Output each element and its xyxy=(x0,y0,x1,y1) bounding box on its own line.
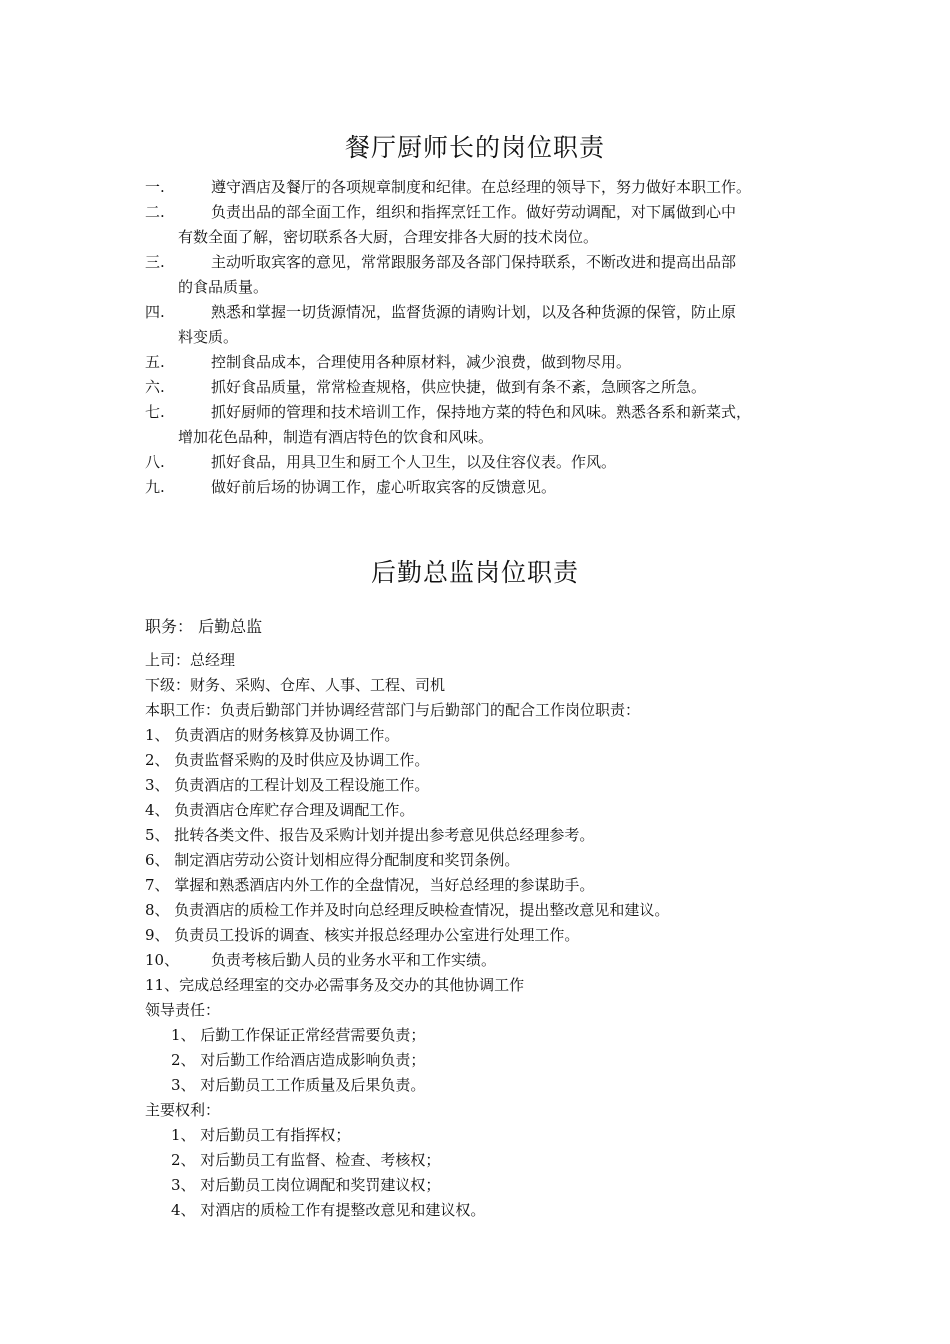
list-item: 2、 对后勤工作给酒店造成影响负责； xyxy=(171,1051,426,1069)
list-item: 4、 对酒店的质检工作有提整改意见和建议权。 xyxy=(171,1201,486,1219)
list-item: 6、 制定酒店劳动公资计划相应得分配制度和奖罚条例。 xyxy=(145,851,520,869)
list-item: 9、 负责员工投诉的调查、核实并报总经理办公室进行处理工作。 xyxy=(145,926,580,944)
list-item: 2、 负责监督采购的及时供应及协调工作。 xyxy=(145,751,430,769)
list-item: 1、 负责酒店的财务核算及协调工作。 xyxy=(145,726,400,744)
leadership-label: 领导责任： xyxy=(145,1001,221,1019)
list-item: 11、完成总经理室的交办必需事务及交办的其他协调工作 xyxy=(145,976,525,994)
item-text: 熟悉和掌握一切货源情况，监督货源的请购计划，以及各种货源的保管，防止原 xyxy=(211,303,737,321)
subordinate-line: 下级：财务、采购、仓库、人事、工程、司机 xyxy=(145,676,446,694)
rights-label: 主要权利： xyxy=(145,1101,221,1119)
section1-title: 餐厅厨师长的岗位职责 xyxy=(344,133,605,162)
item-number: 一. xyxy=(145,178,165,196)
item-text: 抓好食品质量，常常检查规格，供应快捷，做到有条不紊，急顾客之所急。 xyxy=(211,378,707,396)
item-number: 四. xyxy=(145,303,165,321)
item-number: 九. xyxy=(145,478,165,496)
item-number: 七. xyxy=(145,403,165,421)
duty-intro: 本职工作：负责后勤部门并协调经营部门与后勤部门的配合工作岗位职责： xyxy=(145,701,641,719)
list-item: 负责考核后勤人员的业务水平和工作实绩。 xyxy=(211,951,497,969)
item-text-continued: 增加花色品种，制造有酒店特色的饮食和风味。 xyxy=(178,428,494,446)
item-text: 抓好厨师的管理和技术培训工作，保持地方菜的特色和风味。熟悉各系和新菜式， xyxy=(211,403,752,421)
list-item: 1、 对后勤员工有指挥权； xyxy=(171,1126,351,1144)
item-text: 控制食品成本，合理使用各种原材料，减少浪费，做到物尽用。 xyxy=(211,353,632,371)
list-item: 5、 批转各类文件、报告及采购计划并提出参考意见供总经理参考。 xyxy=(145,826,595,844)
list-item: 3、 负责酒店的工程计划及工程设施工作。 xyxy=(145,776,430,794)
item-text: 遵守酒店及餐厅的各项规章制度和纪律。在总经理的领导下，努力做好本职工作。 xyxy=(211,178,752,196)
list-item: 2、 对后勤员工有监督、检查、考核权； xyxy=(171,1151,441,1169)
item-text: 抓好食品，用具卫生和厨工个人卫生，以及住容仪表。作风。 xyxy=(211,453,617,471)
item-text-continued: 料变质。 xyxy=(178,328,239,346)
list-item: 3、 对后勤员工工作质量及后果负责。 xyxy=(171,1076,426,1094)
item-number: 10、 xyxy=(145,951,180,969)
superior-line: 上司：总经理 xyxy=(145,651,236,669)
list-item: 3、 对后勤员工岗位调配和奖罚建议权； xyxy=(171,1176,441,1194)
item-number: 六. xyxy=(145,378,165,396)
list-item: 7、 掌握和熟悉酒店内外工作的全盘情况，当好总经理的参谋助手。 xyxy=(145,876,595,894)
list-item: 8、 负责酒店的质检工作并及时向总经理反映检查情况，提出整改意见和建议。 xyxy=(145,901,670,919)
section2-title: 后勤总监岗位职责 xyxy=(370,558,579,587)
item-number: 三. xyxy=(145,253,165,271)
item-number: 八. xyxy=(145,453,165,471)
item-text: 主动听取宾客的意见，常常跟服务部及各部门保持联系，不断改进和提高出品部 xyxy=(211,253,737,271)
item-text: 负责出品的部全面工作，组织和指挥烹饪工作。做好劳动调配，对下属做到心中 xyxy=(211,203,737,221)
item-number: 五. xyxy=(145,353,165,371)
list-item: 1、 后勤工作保证正常经营需要负责； xyxy=(171,1026,426,1044)
item-text: 做好前后场的协调工作，虚心听取宾客的反馈意见。 xyxy=(211,478,557,496)
item-number: 二. xyxy=(145,203,165,221)
item-text-continued: 有数全面了解，密切联系各大厨，合理安排各大厨的技术岗位。 xyxy=(178,228,599,246)
list-item: 4、 负责酒店仓库贮存合理及调配工作。 xyxy=(145,801,415,819)
item-text-continued: 的食品质量。 xyxy=(178,278,269,296)
position-line: 职务： 后勤总监 xyxy=(145,617,263,636)
